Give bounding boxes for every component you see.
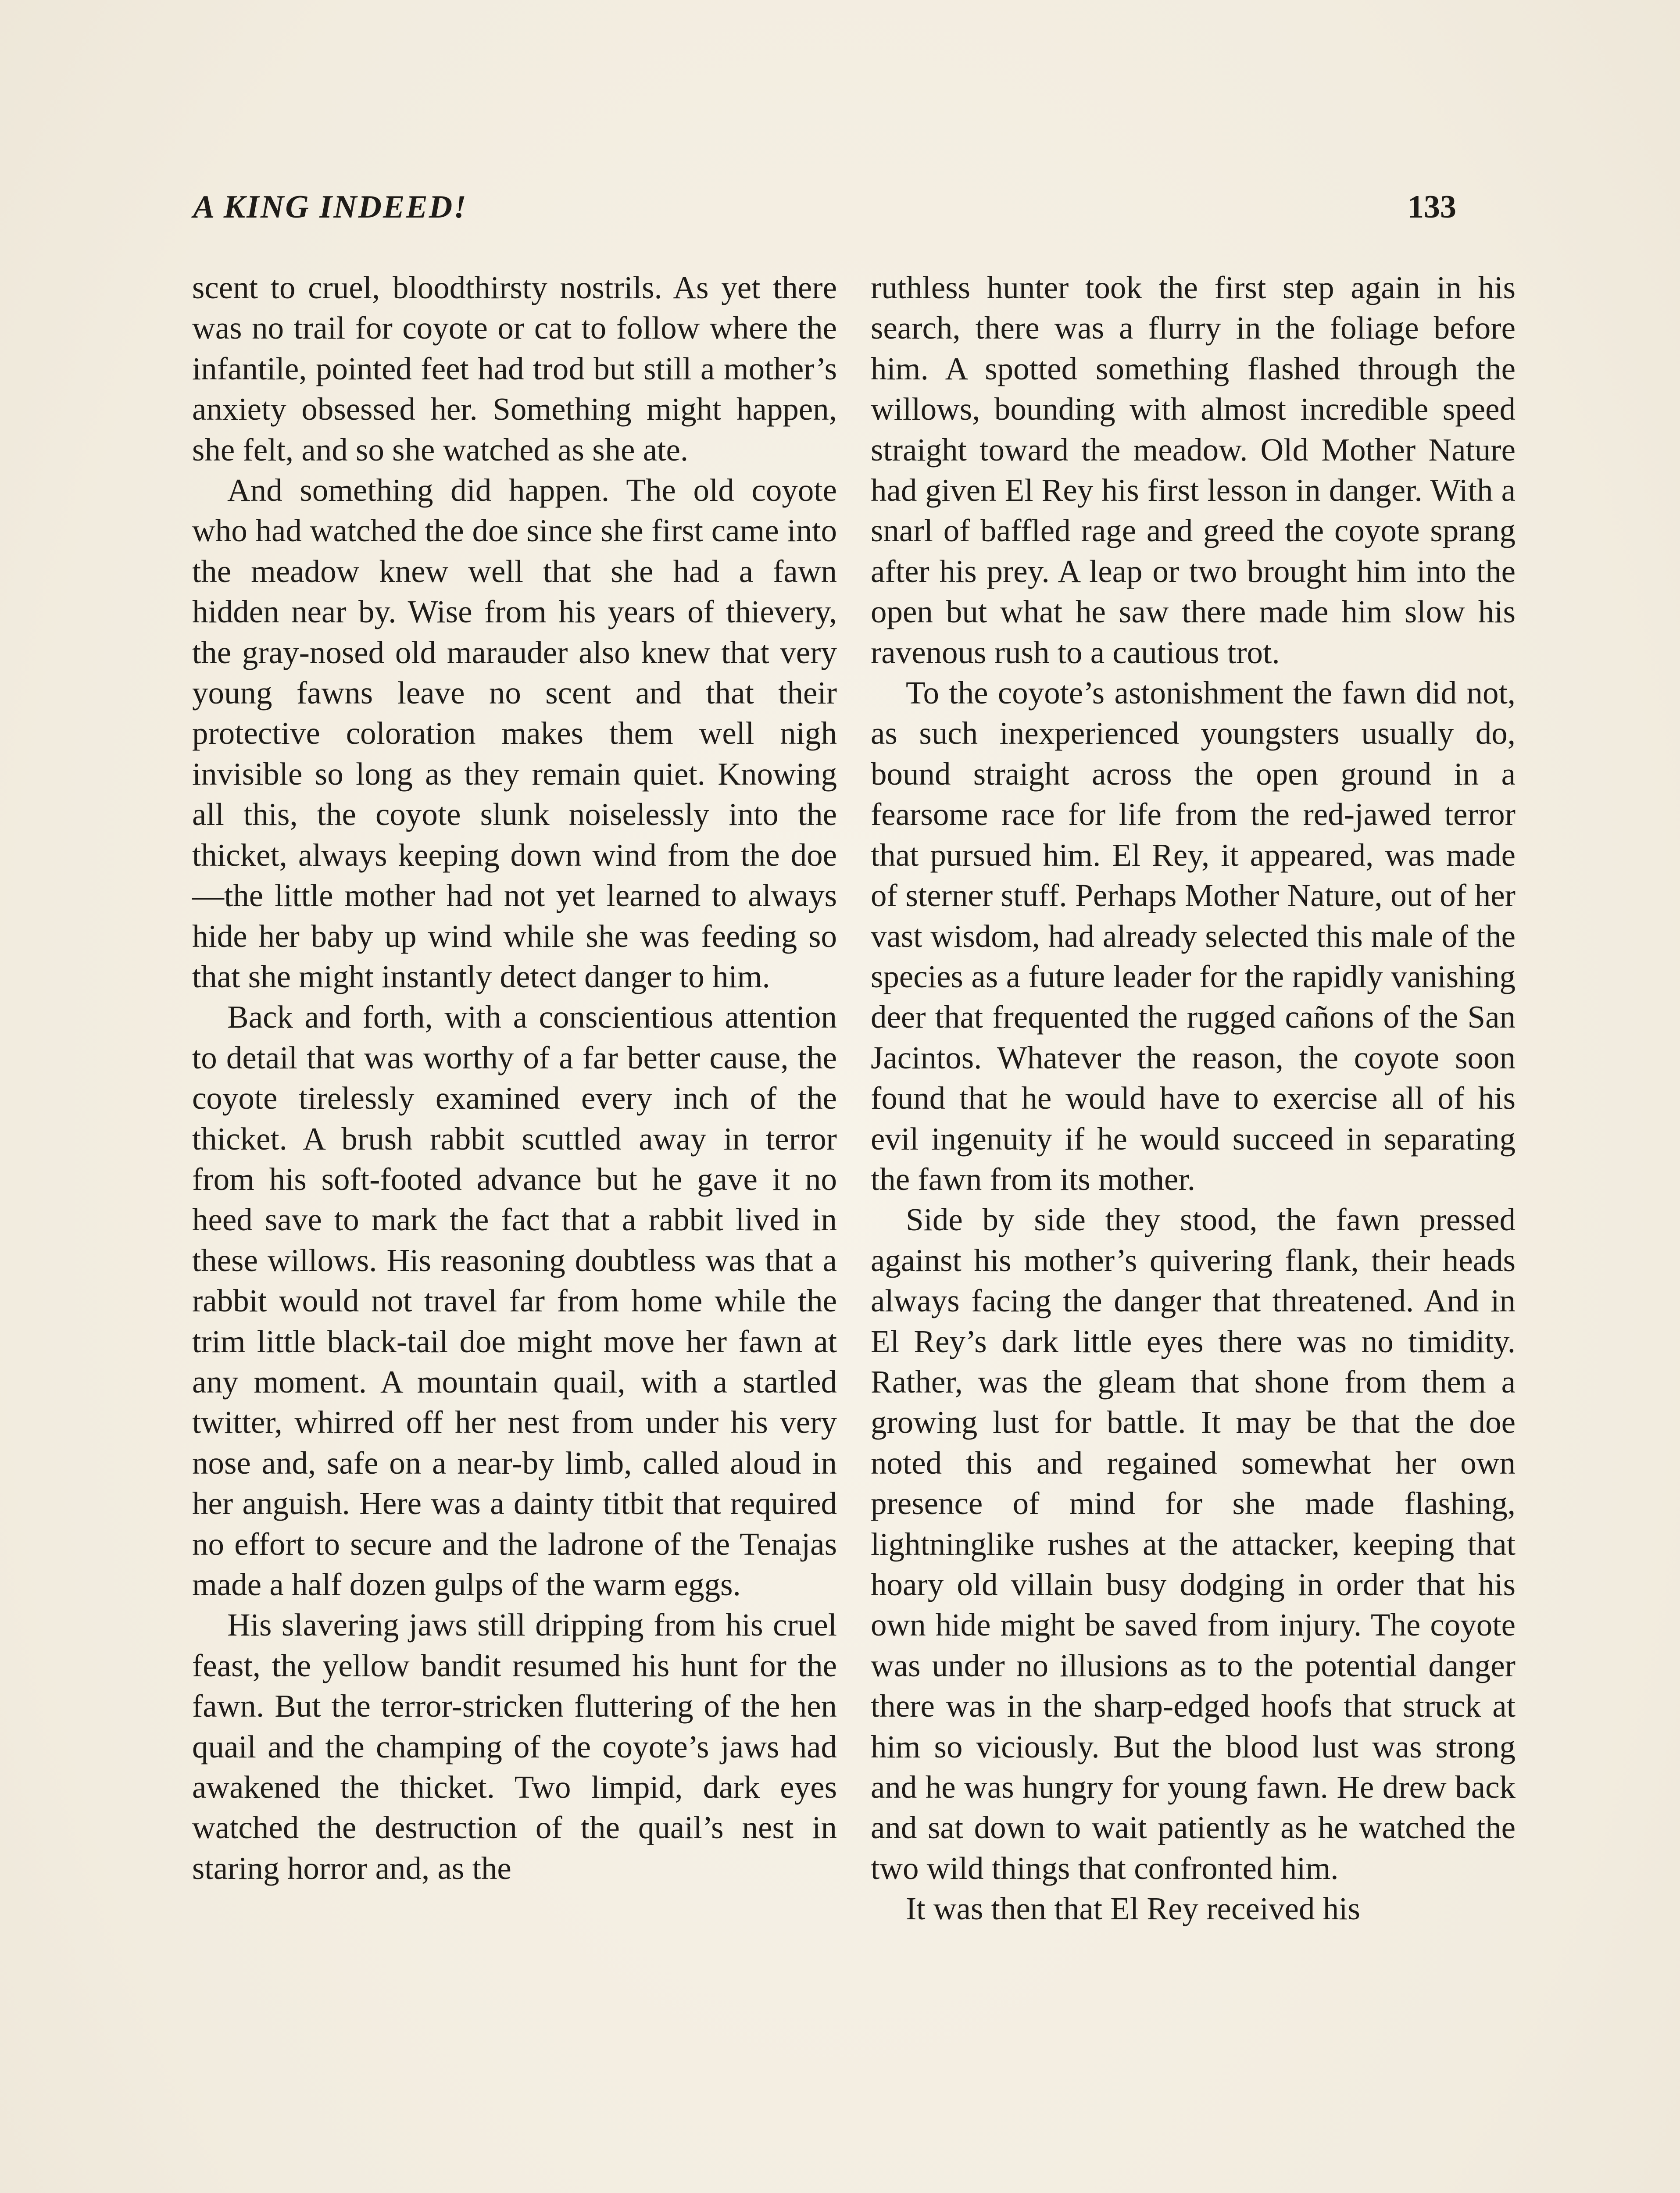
paragraph: His slavering jaws still dripping from his cruel feast, the yellow bandit resumed his hunt for the fawn. But the terror-stricken fluttering of the hen quail and the champing of the coyote’s jaws had awakened the thicket. Two limpid, dark eyes watched the destruction of the quail’s nest in staring horror and, as the [192,1607,837,1886]
right-column [871,268,1516,1929]
paragraph: ruthless hunter took the first step again in his search, there was a flurry in the foliage before him. A spotted something flashed through the willows, bounding with almost incredible speed straight toward the meadow. Old Mother Nature had given El Rey his first lesson in danger. With a snarl of baffled rage and greed the coyote sprang after his prey. A leap or two brought him into the open but what he saw there made him slow his ravenous rush to a cautious trot. [871,270,1516,670]
paragraph: It was then that El Rey received his [906,1891,1360,1927]
paragraph: Back and forth, with a conscientious attention to detail that was worthy of a far better cause, the coyote tirelessly examined every inch of the thicket. A brush rabbit scuttled away in terror from his soft-footed advance but he gave it no heed save to mark the fact that a rabbit lived in these willows. His reasoning doubtless was that a rabbit would not travel far from home while the trim little black-tail doe might move her fawn at any moment. A mountain quail, with a startled twitter, whirred off her nest from under his very nose and, safe on a near-by limb, called aloud in her anguish. Here was a dainty titbit that required no effort to secure and the ladrone of the Tenajas made a half dozen gulps of the warm eggs. [192,999,837,1602]
left-column [192,268,837,1889]
paragraph: Side by side they stood, the fawn pressed against his mother’s quivering flank, their heads always facing the danger that threatened. And in El Rey’s dark little eyes there was no timidity. Rather, was the gleam that shone from them a growing lust for battle. It may be that the doe noted this and regained somewhat her own presence of mind for she made flashing, lightninglike rushes at the attacker, keeping that hoary old villain busy dodging in order that his own hide might be saved from injury. The coyote was under no illusions as to the potential danger there was in the sharp-edged hoofs that struck at him so viciously. But the blood lust was strong and he was hungry for young fawn. He drew back and sat down to wait patiently as he watched the two wild things that confronted him. [871,1202,1516,1886]
paragraph: To the coyote’s astonishment the fawn did not, as such inexperienced youngsters usually do, bound straight across the open ground in a fearsome race for life from the red-jawed terror that pursued him. El Rey, it appeared, was made of sterner stuff. Perhaps Mother Nature, out of her vast wisdom, had already selected this male of the species as a future leader for the rapidly vanishing deer that frequented the rugged cañons of the San Jacintos. Whatever the reason, the coyote soon found that he would have to exercise all of his evil ingenuity if he would succeed in separating the fawn from its mother. [871,675,1516,1197]
paragraph: And something did happen. The old coyote who had watched the doe since she first came into the meadow knew well that she had a fawn hidden near by. Wise from his years of thievery, the gray-nosed old marauder also knew that very young fawns leave no scent and that their protective coloration makes them well nigh invisible so long as they remain quiet. Knowing all this, the coyote slunk noiselessly into the thicket, always keeping down wind from the doe—the little mother had not yet learned to always hide her baby up wind while she was feeding so that she might instantly detect danger to him. [192,472,837,994]
page-number: 133 [1408,189,1456,225]
running-title: A KING INDEED! [193,189,468,225]
paragraph: scent to cruel, bloodthirsty nostrils. As yet there was no trail for coyote or cat to follow where the infantile, pointed feet had trod but still a mother’s anxiety obsessed her. Something might happen, she felt, and so she watched as she ate. [192,270,837,468]
running-head [193,189,1456,241]
